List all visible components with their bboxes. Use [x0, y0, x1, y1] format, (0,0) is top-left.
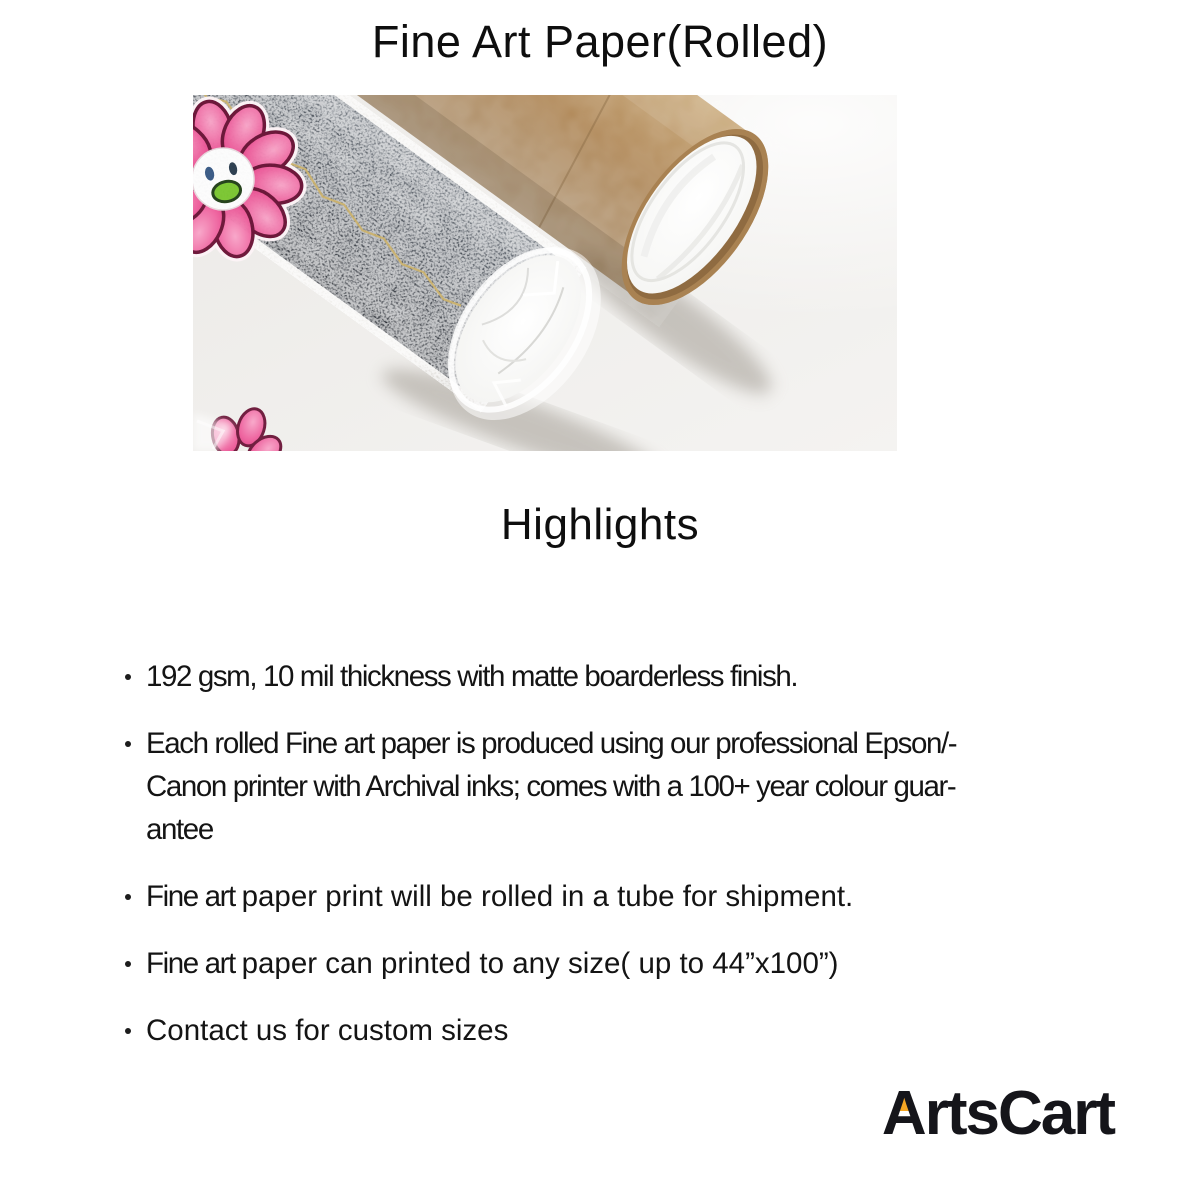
logo-letter-a [882, 1078, 925, 1149]
bullet-dot [124, 875, 146, 918]
bullet-text: 192 gsm, 10 mil thickness with matte boarderless finish. [146, 660, 798, 693]
product-photo [193, 95, 897, 451]
bullet-dot [124, 1009, 146, 1052]
bullet-text: Fine art paper print will be rolled in a tube for shipment. [146, 880, 854, 913]
page-title: Fine Art Paper(Rolled) [371, 16, 829, 67]
bullet-text: Each rolled Fine art paper is produced using our professional Epson/- Canon printer with Archival inks; comes with a 100+ year colour guar- antee [146, 727, 957, 846]
product-photo-illustration [193, 95, 897, 451]
bullet-item [124, 942, 1124, 985]
bullet-item [124, 722, 1124, 851]
bullet-text: Contact us for custom sizes [146, 1014, 509, 1047]
bullet-item [124, 1009, 1124, 1052]
bullet-dot [124, 655, 146, 698]
bullet-dot [124, 722, 146, 765]
bullet-item [124, 655, 1124, 698]
logo-text-rest: rtsCart [924, 1079, 1114, 1148]
bullet-item [124, 875, 1124, 918]
highlights-list [124, 655, 1124, 1076]
logo-letter-a-glyph: A [881, 1079, 925, 1148]
brand-logo [882, 1078, 1114, 1149]
bullet-dot [124, 942, 146, 985]
highlights-heading: Highlights [500, 500, 700, 549]
bullet-text: Fine art paper can printed to any size( up to 44”x100”) [146, 947, 839, 980]
